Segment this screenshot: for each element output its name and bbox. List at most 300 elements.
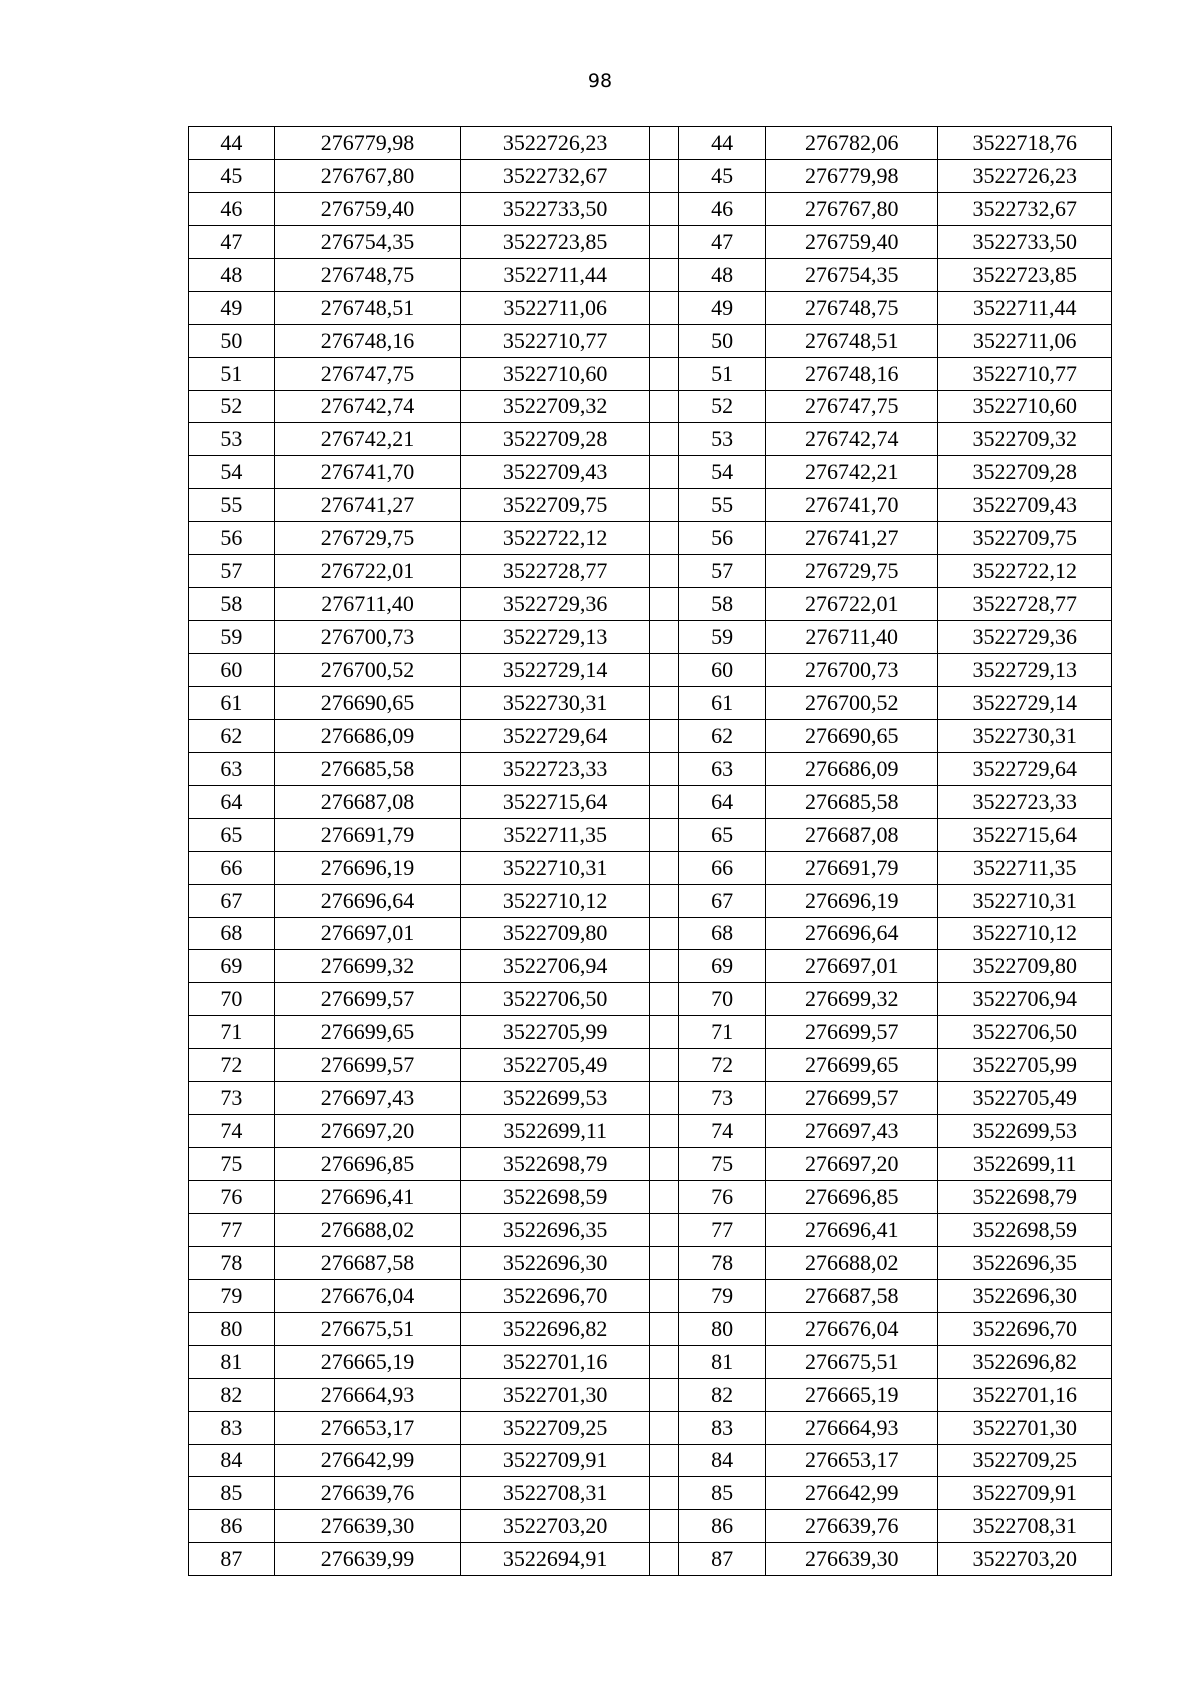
left-point-number-cell: 86 [189, 1510, 275, 1543]
separator-cell [649, 1378, 678, 1411]
table-row [189, 159, 1112, 192]
table-row [189, 1411, 1112, 1444]
left-y-coordinate-cell: 3522701,16 [461, 1345, 650, 1378]
right-x-coordinate-cell: 276699,32 [765, 983, 937, 1016]
left-point-number-cell: 47 [189, 225, 275, 258]
right-y-coordinate-cell: 3522705,99 [938, 1049, 1112, 1082]
left-point-number-cell: 67 [189, 884, 275, 917]
left-point-number-cell: 61 [189, 686, 275, 719]
left-y-coordinate-cell: 3522709,28 [461, 423, 650, 456]
left-x-coordinate-cell: 276639,76 [274, 1477, 461, 1510]
right-y-coordinate-cell: 3522715,64 [938, 818, 1112, 851]
right-point-number-cell: 64 [679, 785, 766, 818]
left-x-coordinate-cell: 276699,65 [274, 1016, 461, 1049]
right-y-coordinate-cell: 3522729,13 [938, 654, 1112, 687]
right-y-coordinate-cell: 3522730,31 [938, 719, 1112, 752]
left-point-number-cell: 56 [189, 522, 275, 555]
left-y-coordinate-cell: 3522729,13 [461, 621, 650, 654]
right-point-number-cell: 55 [679, 489, 766, 522]
right-point-number-cell: 59 [679, 621, 766, 654]
left-x-coordinate-cell: 276741,27 [274, 489, 461, 522]
separator-cell [649, 1477, 678, 1510]
separator-cell [649, 1543, 678, 1576]
right-y-coordinate-cell: 3522703,20 [938, 1543, 1112, 1576]
table-row [189, 1213, 1112, 1246]
table-row [189, 983, 1112, 1016]
right-y-coordinate-cell: 3522723,33 [938, 785, 1112, 818]
right-point-number-cell: 74 [679, 1115, 766, 1148]
table-row [189, 291, 1112, 324]
right-x-coordinate-cell: 276759,40 [765, 225, 937, 258]
left-y-coordinate-cell: 3522699,53 [461, 1082, 650, 1115]
table-row [189, 719, 1112, 752]
separator-cell [649, 884, 678, 917]
left-y-coordinate-cell: 3522709,91 [461, 1444, 650, 1477]
table-row [189, 654, 1112, 687]
left-point-number-cell: 52 [189, 390, 275, 423]
left-x-coordinate-cell: 276639,99 [274, 1543, 461, 1576]
right-y-coordinate-cell: 3522699,11 [938, 1148, 1112, 1181]
separator-cell [649, 1444, 678, 1477]
right-x-coordinate-cell: 276748,75 [765, 291, 937, 324]
left-point-number-cell: 70 [189, 983, 275, 1016]
right-x-coordinate-cell: 276700,52 [765, 686, 937, 719]
table-row [189, 1115, 1112, 1148]
right-y-coordinate-cell: 3522701,30 [938, 1411, 1112, 1444]
right-point-number-cell: 57 [679, 555, 766, 588]
left-x-coordinate-cell: 276696,85 [274, 1148, 461, 1181]
separator-cell [649, 1148, 678, 1181]
right-y-coordinate-cell: 3522709,43 [938, 489, 1112, 522]
left-x-coordinate-cell: 276700,52 [274, 654, 461, 687]
left-x-coordinate-cell: 276699,57 [274, 983, 461, 1016]
right-x-coordinate-cell: 276697,20 [765, 1148, 937, 1181]
left-point-number-cell: 62 [189, 719, 275, 752]
right-y-coordinate-cell: 3522709,32 [938, 423, 1112, 456]
table-row [189, 917, 1112, 950]
right-y-coordinate-cell: 3522711,44 [938, 291, 1112, 324]
table-row [189, 1543, 1112, 1576]
table-row [189, 752, 1112, 785]
left-point-number-cell: 60 [189, 654, 275, 687]
right-point-number-cell: 51 [679, 357, 766, 390]
separator-cell [649, 291, 678, 324]
left-x-coordinate-cell: 276700,73 [274, 621, 461, 654]
table-row [189, 1510, 1112, 1543]
left-point-number-cell: 81 [189, 1345, 275, 1378]
left-y-coordinate-cell: 3522708,31 [461, 1477, 650, 1510]
separator-cell [649, 1115, 678, 1148]
right-x-coordinate-cell: 276696,85 [765, 1181, 937, 1214]
left-x-coordinate-cell: 276742,21 [274, 423, 461, 456]
right-point-number-cell: 53 [679, 423, 766, 456]
left-point-number-cell: 80 [189, 1312, 275, 1345]
left-point-number-cell: 54 [189, 456, 275, 489]
right-y-coordinate-cell: 3522706,50 [938, 1016, 1112, 1049]
right-x-coordinate-cell: 276642,99 [765, 1477, 937, 1510]
left-y-coordinate-cell: 3522709,80 [461, 917, 650, 950]
right-x-coordinate-cell: 276782,06 [765, 127, 937, 160]
right-x-coordinate-cell: 276699,57 [765, 1082, 937, 1115]
right-x-coordinate-cell: 276729,75 [765, 555, 937, 588]
left-point-number-cell: 85 [189, 1477, 275, 1510]
right-x-coordinate-cell: 276699,57 [765, 1016, 937, 1049]
left-x-coordinate-cell: 276664,93 [274, 1378, 461, 1411]
right-point-number-cell: 69 [679, 950, 766, 983]
right-x-coordinate-cell: 276696,41 [765, 1213, 937, 1246]
separator-cell [649, 1246, 678, 1279]
left-x-coordinate-cell: 276754,35 [274, 225, 461, 258]
left-y-coordinate-cell: 3522710,31 [461, 851, 650, 884]
right-x-coordinate-cell: 276779,98 [765, 159, 937, 192]
right-point-number-cell: 83 [679, 1411, 766, 1444]
left-y-coordinate-cell: 3522694,91 [461, 1543, 650, 1576]
table-row [189, 1378, 1112, 1411]
table-row [189, 785, 1112, 818]
left-x-coordinate-cell: 276759,40 [274, 192, 461, 225]
right-point-number-cell: 48 [679, 258, 766, 291]
left-y-coordinate-cell: 3522710,60 [461, 357, 650, 390]
left-y-coordinate-cell: 3522705,49 [461, 1049, 650, 1082]
left-x-coordinate-cell: 276691,79 [274, 818, 461, 851]
left-point-number-cell: 63 [189, 752, 275, 785]
right-x-coordinate-cell: 276700,73 [765, 654, 937, 687]
left-point-number-cell: 55 [189, 489, 275, 522]
right-y-coordinate-cell: 3522698,59 [938, 1213, 1112, 1246]
left-y-coordinate-cell: 3522715,64 [461, 785, 650, 818]
right-point-number-cell: 63 [679, 752, 766, 785]
left-point-number-cell: 76 [189, 1181, 275, 1214]
left-y-coordinate-cell: 3522729,64 [461, 719, 650, 752]
separator-cell [649, 654, 678, 687]
table-row [189, 1444, 1112, 1477]
right-x-coordinate-cell: 276742,74 [765, 423, 937, 456]
right-x-coordinate-cell: 276748,51 [765, 324, 937, 357]
table-row [189, 456, 1112, 489]
right-x-coordinate-cell: 276742,21 [765, 456, 937, 489]
right-y-coordinate-cell: 3522729,36 [938, 621, 1112, 654]
left-point-number-cell: 71 [189, 1016, 275, 1049]
left-y-coordinate-cell: 3522709,32 [461, 390, 650, 423]
left-y-coordinate-cell: 3522728,77 [461, 555, 650, 588]
right-point-number-cell: 68 [679, 917, 766, 950]
right-y-coordinate-cell: 3522733,50 [938, 225, 1112, 258]
right-point-number-cell: 61 [679, 686, 766, 719]
separator-cell [649, 1213, 678, 1246]
right-x-coordinate-cell: 276665,19 [765, 1378, 937, 1411]
right-point-number-cell: 62 [679, 719, 766, 752]
separator-cell [649, 522, 678, 555]
table-row [189, 192, 1112, 225]
left-x-coordinate-cell: 276690,65 [274, 686, 461, 719]
table-row [189, 390, 1112, 423]
left-y-coordinate-cell: 3522711,06 [461, 291, 650, 324]
separator-cell [649, 1510, 678, 1543]
separator-cell [649, 1411, 678, 1444]
left-y-coordinate-cell: 3522709,75 [461, 489, 650, 522]
separator-cell [649, 555, 678, 588]
table-row [189, 258, 1112, 291]
right-y-coordinate-cell: 3522709,80 [938, 950, 1112, 983]
right-point-number-cell: 45 [679, 159, 766, 192]
left-x-coordinate-cell: 276696,64 [274, 884, 461, 917]
right-y-coordinate-cell: 3522710,77 [938, 357, 1112, 390]
separator-cell [649, 456, 678, 489]
right-y-coordinate-cell: 3522705,49 [938, 1082, 1112, 1115]
left-y-coordinate-cell: 3522696,82 [461, 1312, 650, 1345]
right-x-coordinate-cell: 276722,01 [765, 588, 937, 621]
table-row [189, 555, 1112, 588]
right-x-coordinate-cell: 276685,58 [765, 785, 937, 818]
left-point-number-cell: 68 [189, 917, 275, 950]
separator-cell [649, 324, 678, 357]
left-point-number-cell: 75 [189, 1148, 275, 1181]
right-y-coordinate-cell: 3522729,64 [938, 752, 1112, 785]
left-x-coordinate-cell: 276767,80 [274, 159, 461, 192]
left-point-number-cell: 79 [189, 1279, 275, 1312]
left-point-number-cell: 51 [189, 357, 275, 390]
table-row [189, 1279, 1112, 1312]
right-point-number-cell: 71 [679, 1016, 766, 1049]
left-point-number-cell: 77 [189, 1213, 275, 1246]
left-x-coordinate-cell: 276748,16 [274, 324, 461, 357]
right-x-coordinate-cell: 276696,64 [765, 917, 937, 950]
right-x-coordinate-cell: 276687,08 [765, 818, 937, 851]
left-x-coordinate-cell: 276687,58 [274, 1246, 461, 1279]
separator-cell [649, 1049, 678, 1082]
left-point-number-cell: 46 [189, 192, 275, 225]
left-y-coordinate-cell: 3522706,94 [461, 950, 650, 983]
separator-cell [649, 127, 678, 160]
right-point-number-cell: 84 [679, 1444, 766, 1477]
right-point-number-cell: 80 [679, 1312, 766, 1345]
right-x-coordinate-cell: 276664,93 [765, 1411, 937, 1444]
table-row [189, 588, 1112, 621]
table-row [189, 1477, 1112, 1510]
table-row [189, 489, 1112, 522]
right-y-coordinate-cell: 3522710,31 [938, 884, 1112, 917]
left-y-coordinate-cell: 3522730,31 [461, 686, 650, 719]
left-x-coordinate-cell: 276779,98 [274, 127, 461, 160]
left-y-coordinate-cell: 3522709,43 [461, 456, 650, 489]
page-number: 98 [587, 70, 613, 92]
right-point-number-cell: 86 [679, 1510, 766, 1543]
left-y-coordinate-cell: 3522729,36 [461, 588, 650, 621]
left-point-number-cell: 53 [189, 423, 275, 456]
right-x-coordinate-cell: 276639,30 [765, 1543, 937, 1576]
right-point-number-cell: 60 [679, 654, 766, 687]
right-y-coordinate-cell: 3522710,12 [938, 917, 1112, 950]
right-x-coordinate-cell: 276690,65 [765, 719, 937, 752]
left-point-number-cell: 66 [189, 851, 275, 884]
left-y-coordinate-cell: 3522722,12 [461, 522, 650, 555]
left-x-coordinate-cell: 276685,58 [274, 752, 461, 785]
separator-cell [649, 983, 678, 1016]
table-row [189, 1312, 1112, 1345]
right-point-number-cell: 87 [679, 1543, 766, 1576]
separator-cell [649, 1279, 678, 1312]
separator-cell [649, 258, 678, 291]
table-row [189, 522, 1112, 555]
table-row [189, 621, 1112, 654]
left-point-number-cell: 74 [189, 1115, 275, 1148]
left-y-coordinate-cell: 3522710,77 [461, 324, 650, 357]
left-x-coordinate-cell: 276642,99 [274, 1444, 461, 1477]
left-y-coordinate-cell: 3522706,50 [461, 983, 650, 1016]
table-row [189, 1148, 1112, 1181]
right-point-number-cell: 79 [679, 1279, 766, 1312]
left-x-coordinate-cell: 276699,57 [274, 1049, 461, 1082]
left-point-number-cell: 65 [189, 818, 275, 851]
left-point-number-cell: 78 [189, 1246, 275, 1279]
right-y-coordinate-cell: 3522728,77 [938, 588, 1112, 621]
table-row [189, 1016, 1112, 1049]
separator-cell [649, 818, 678, 851]
left-y-coordinate-cell: 3522703,20 [461, 1510, 650, 1543]
left-x-coordinate-cell: 276748,75 [274, 258, 461, 291]
left-point-number-cell: 58 [189, 588, 275, 621]
right-x-coordinate-cell: 276691,79 [765, 851, 937, 884]
left-y-coordinate-cell: 3522709,25 [461, 1411, 650, 1444]
left-point-number-cell: 87 [189, 1543, 275, 1576]
right-y-coordinate-cell: 3522699,53 [938, 1115, 1112, 1148]
left-y-coordinate-cell: 3522711,35 [461, 818, 650, 851]
right-point-number-cell: 78 [679, 1246, 766, 1279]
right-point-number-cell: 54 [679, 456, 766, 489]
right-x-coordinate-cell: 276688,02 [765, 1246, 937, 1279]
separator-cell [649, 752, 678, 785]
right-x-coordinate-cell: 276699,65 [765, 1049, 937, 1082]
left-point-number-cell: 48 [189, 258, 275, 291]
left-x-coordinate-cell: 276697,01 [274, 917, 461, 950]
right-x-coordinate-cell: 276767,80 [765, 192, 937, 225]
separator-cell [649, 785, 678, 818]
right-point-number-cell: 70 [679, 983, 766, 1016]
left-y-coordinate-cell: 3522698,59 [461, 1181, 650, 1214]
right-y-coordinate-cell: 3522710,60 [938, 390, 1112, 423]
left-y-coordinate-cell: 3522711,44 [461, 258, 650, 291]
table-row [189, 1049, 1112, 1082]
right-y-coordinate-cell: 3522696,30 [938, 1279, 1112, 1312]
separator-cell [649, 1082, 678, 1115]
separator-cell [649, 159, 678, 192]
left-y-coordinate-cell: 3522696,30 [461, 1246, 650, 1279]
left-y-coordinate-cell: 3522733,50 [461, 192, 650, 225]
left-point-number-cell: 49 [189, 291, 275, 324]
right-x-coordinate-cell: 276748,16 [765, 357, 937, 390]
left-y-coordinate-cell: 3522732,67 [461, 159, 650, 192]
right-point-number-cell: 58 [679, 588, 766, 621]
right-x-coordinate-cell: 276754,35 [765, 258, 937, 291]
left-x-coordinate-cell: 276747,75 [274, 357, 461, 390]
left-x-coordinate-cell: 276741,70 [274, 456, 461, 489]
right-y-coordinate-cell: 3522701,16 [938, 1378, 1112, 1411]
separator-cell [649, 588, 678, 621]
separator-cell [649, 225, 678, 258]
table-row [189, 127, 1112, 160]
right-y-coordinate-cell: 3522696,82 [938, 1345, 1112, 1378]
right-y-coordinate-cell: 3522709,28 [938, 456, 1112, 489]
right-point-number-cell: 85 [679, 1477, 766, 1510]
right-y-coordinate-cell: 3522732,67 [938, 192, 1112, 225]
right-y-coordinate-cell: 3522726,23 [938, 159, 1112, 192]
right-point-number-cell: 72 [679, 1049, 766, 1082]
left-x-coordinate-cell: 276653,17 [274, 1411, 461, 1444]
separator-cell [649, 1016, 678, 1049]
table-row [189, 225, 1112, 258]
right-point-number-cell: 49 [679, 291, 766, 324]
right-x-coordinate-cell: 276676,04 [765, 1312, 937, 1345]
table-row [189, 324, 1112, 357]
right-point-number-cell: 76 [679, 1181, 766, 1214]
left-x-coordinate-cell: 276688,02 [274, 1213, 461, 1246]
right-x-coordinate-cell: 276741,70 [765, 489, 937, 522]
right-y-coordinate-cell: 3522708,31 [938, 1510, 1112, 1543]
right-y-coordinate-cell: 3522711,35 [938, 851, 1112, 884]
left-x-coordinate-cell: 276696,41 [274, 1181, 461, 1214]
left-point-number-cell: 73 [189, 1082, 275, 1115]
right-point-number-cell: 50 [679, 324, 766, 357]
right-x-coordinate-cell: 276697,01 [765, 950, 937, 983]
right-x-coordinate-cell: 276741,27 [765, 522, 937, 555]
right-point-number-cell: 65 [679, 818, 766, 851]
separator-cell [649, 423, 678, 456]
separator-cell [649, 621, 678, 654]
right-x-coordinate-cell: 276686,09 [765, 752, 937, 785]
right-point-number-cell: 67 [679, 884, 766, 917]
right-point-number-cell: 73 [679, 1082, 766, 1115]
left-y-coordinate-cell: 3522723,85 [461, 225, 650, 258]
left-x-coordinate-cell: 276742,74 [274, 390, 461, 423]
separator-cell [649, 1345, 678, 1378]
right-y-coordinate-cell: 3522696,70 [938, 1312, 1112, 1345]
table-row [189, 1082, 1112, 1115]
left-y-coordinate-cell: 3522698,79 [461, 1148, 650, 1181]
left-x-coordinate-cell: 276696,19 [274, 851, 461, 884]
right-x-coordinate-cell: 276653,17 [765, 1444, 937, 1477]
left-point-number-cell: 57 [189, 555, 275, 588]
left-x-coordinate-cell: 276699,32 [274, 950, 461, 983]
right-point-number-cell: 66 [679, 851, 766, 884]
left-y-coordinate-cell: 3522723,33 [461, 752, 650, 785]
separator-cell [649, 489, 678, 522]
left-x-coordinate-cell: 276686,09 [274, 719, 461, 752]
coordinates-table-body [189, 127, 1112, 1576]
right-x-coordinate-cell: 276687,58 [765, 1279, 937, 1312]
right-point-number-cell: 81 [679, 1345, 766, 1378]
separator-cell [649, 1312, 678, 1345]
left-y-coordinate-cell: 3522696,70 [461, 1279, 650, 1312]
left-x-coordinate-cell: 276687,08 [274, 785, 461, 818]
table-row [189, 686, 1112, 719]
right-x-coordinate-cell: 276639,76 [765, 1510, 937, 1543]
right-y-coordinate-cell: 3522706,94 [938, 983, 1112, 1016]
right-x-coordinate-cell: 276697,43 [765, 1115, 937, 1148]
left-point-number-cell: 64 [189, 785, 275, 818]
separator-cell [649, 950, 678, 983]
left-x-coordinate-cell: 276748,51 [274, 291, 461, 324]
separator-cell [649, 917, 678, 950]
left-y-coordinate-cell: 3522726,23 [461, 127, 650, 160]
table-row [189, 357, 1112, 390]
left-y-coordinate-cell: 3522699,11 [461, 1115, 650, 1148]
right-point-number-cell: 77 [679, 1213, 766, 1246]
table-row [189, 1246, 1112, 1279]
left-y-coordinate-cell: 3522729,14 [461, 654, 650, 687]
right-x-coordinate-cell: 276711,40 [765, 621, 937, 654]
right-y-coordinate-cell: 3522709,25 [938, 1444, 1112, 1477]
right-y-coordinate-cell: 3522718,76 [938, 127, 1112, 160]
